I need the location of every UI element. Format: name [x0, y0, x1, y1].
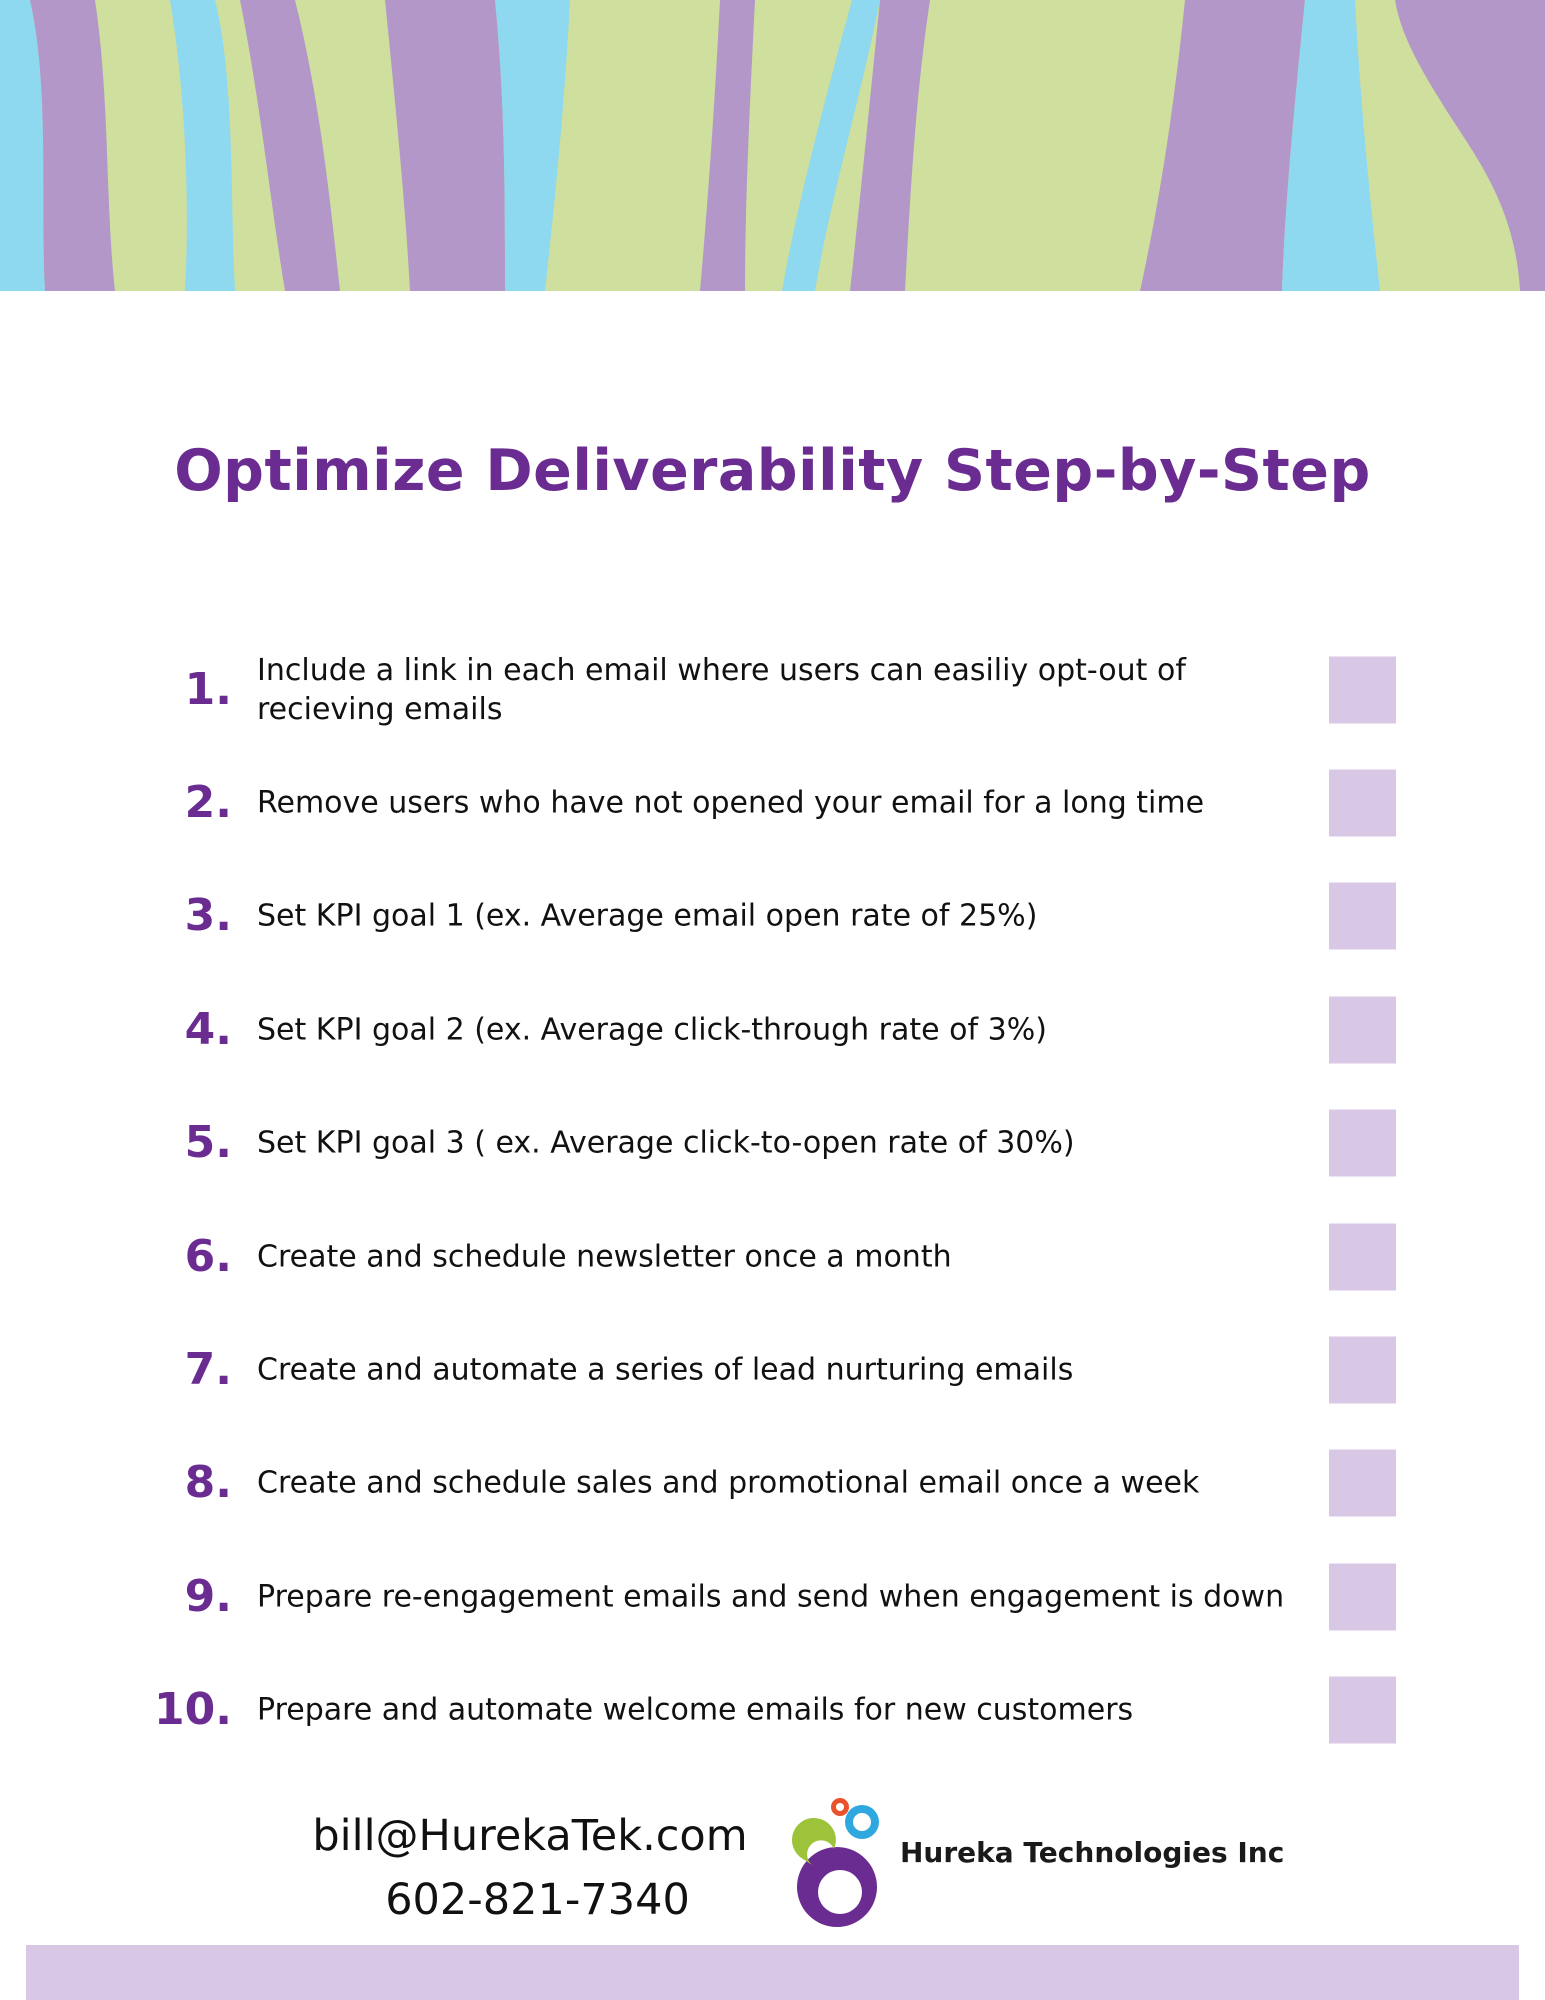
checklist-item	[0, 1670, 1545, 1750]
step-text: Remove users who have not opened your email for a long time	[257, 785, 1205, 821]
checklist-item	[0, 650, 1545, 730]
step-number: 6.	[184, 1231, 232, 1282]
checklist-item	[0, 1557, 1545, 1637]
step-checkbox[interactable]	[1329, 1677, 1396, 1744]
step-number: 3.	[184, 890, 232, 941]
step-checkbox[interactable]	[1329, 657, 1396, 724]
contact-phone[interactable]: 602-821-7340	[385, 1875, 690, 1925]
checklist-item	[0, 1443, 1545, 1523]
step-checkbox[interactable]	[1329, 770, 1396, 837]
wavy-stripes-banner	[0, 0, 1545, 291]
step-text: Prepare and automate welcome emails for new customers	[257, 1692, 1134, 1728]
step-text: Create and schedule sales and promotional email once a week	[257, 1465, 1200, 1501]
hureka-logo-icon	[782, 1787, 892, 1932]
step-number: 9.	[184, 1571, 232, 1622]
checklist-item	[0, 990, 1545, 1070]
step-number: 5.	[184, 1117, 232, 1168]
step-number: 7.	[184, 1344, 232, 1395]
footer-bar	[26, 1945, 1519, 2000]
step-text: Set KPI goal 2 (ex. Average click-through rate of 3%)	[257, 1012, 1047, 1048]
step-checkbox[interactable]	[1329, 1337, 1396, 1404]
step-number: 10.	[154, 1684, 232, 1735]
step-text: Create and schedule newsletter once a month	[257, 1239, 952, 1275]
checklist-item	[0, 1217, 1545, 1297]
step-text: Set KPI goal 3 ( ex. Average click-to-open rate of 30%)	[257, 1125, 1075, 1161]
step-number: 1.	[184, 664, 232, 715]
checklist-item	[0, 876, 1545, 956]
step-number: 2.	[184, 777, 232, 828]
page-title: Optimize Deliverability Step-by-Step	[174, 438, 1371, 504]
step-checkbox[interactable]	[1329, 883, 1396, 950]
step-checkbox[interactable]	[1329, 1110, 1396, 1177]
step-text: Create and automate a series of lead nurturing emails	[257, 1352, 1074, 1388]
checklist-item	[0, 763, 1545, 843]
step-text: Include a link in each email where users can easiliy opt-out of recieving emails	[257, 653, 1186, 727]
checklist-item	[0, 1330, 1545, 1410]
contact-email[interactable]: bill@HurekaTek.com	[312, 1811, 748, 1861]
step-checkbox[interactable]	[1329, 997, 1396, 1064]
checklist-item	[0, 1103, 1545, 1183]
company-name: Hureka Technologies Inc	[900, 1836, 1285, 1869]
step-text: Set KPI goal 1 (ex. Average email open rate of 25%)	[257, 898, 1038, 934]
step-checkbox[interactable]	[1329, 1450, 1396, 1517]
step-text: Prepare re-engagement emails and send when engagement is down	[257, 1579, 1285, 1615]
step-checkbox[interactable]	[1329, 1564, 1396, 1631]
step-number: 4.	[184, 1004, 232, 1055]
step-checkbox[interactable]	[1329, 1224, 1396, 1291]
step-number: 8.	[184, 1457, 232, 1508]
